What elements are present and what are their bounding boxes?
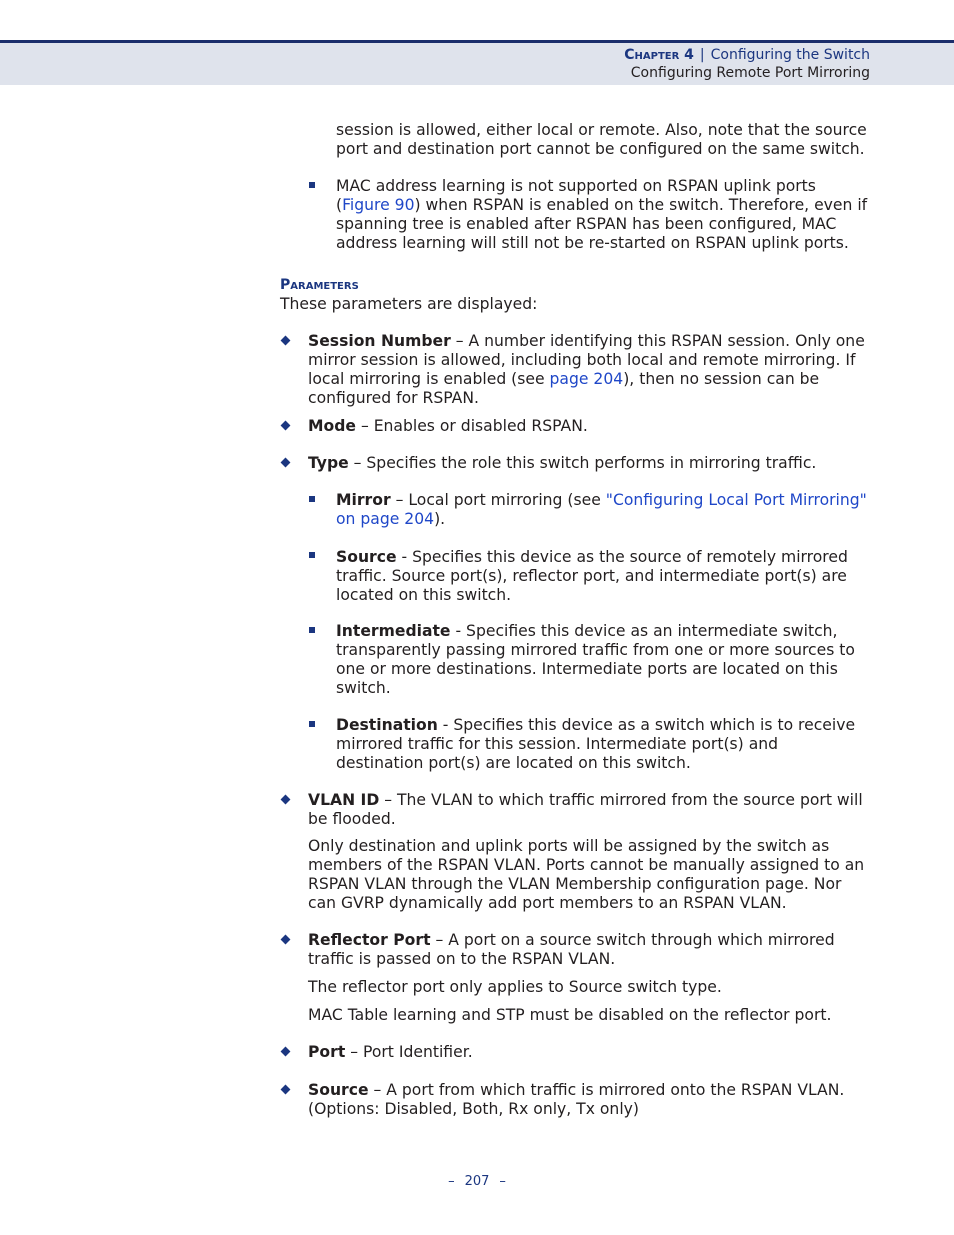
port-text: – Port Identifier. — [345, 1043, 473, 1061]
header-separator: | — [699, 47, 705, 63]
mac-note-pre: MAC address learning is not supported on RSPAN uplink ports ( — [336, 177, 816, 214]
param-mode — [308, 417, 868, 436]
param-source — [308, 1081, 870, 1119]
square-bullet-icon — [309, 552, 315, 558]
session-number-post: ), then no session can be configured for RSPAN. — [308, 370, 820, 407]
mirror-pre: – Local port mirroring (see — [390, 491, 606, 509]
diamond-bullet-icon — [281, 795, 291, 805]
mac-note-post: ) when RSPAN is enabled on the switch. Therefore, even if spanning tree is enabled after RSPAN has been configured, MAC address learning will still not be re-started on RSPAN uplink ports. — [336, 196, 868, 252]
square-bullet-icon — [309, 182, 315, 188]
parameters-heading: Parameters — [280, 277, 359, 293]
type-mirror — [336, 491, 870, 529]
diamond-bullet-icon — [281, 1047, 291, 1057]
param-type — [308, 454, 868, 473]
type-source — [336, 548, 870, 605]
chapter-title: Configuring the Switch — [710, 47, 870, 63]
figure-90-link[interactable]: Figure 90 — [342, 196, 415, 214]
page-204-link[interactable]: page 204 — [549, 370, 624, 388]
term-port: Port — [308, 1043, 346, 1061]
mirror-post: ). — [434, 510, 446, 528]
footer-dash-right: – — [499, 1174, 506, 1189]
source-text: – A port from which traffic is mirrored onto the RSPAN VLAN. (Options: Disabled, Both, Rx only, Tx only) — [308, 1081, 845, 1118]
diamond-bullet-icon — [281, 1085, 291, 1095]
term-reflector-port: Reflector Port — [308, 931, 431, 949]
square-bullet-icon — [309, 627, 315, 633]
source-role-text: - Specifies this device as the source of remotely mirrored traffic. Source port(s), reflector port, and intermediate port(s) are located on this switch. — [336, 548, 848, 604]
mode-text: – Enables or disabled RSPAN. — [355, 417, 588, 435]
diamond-bullet-icon — [281, 421, 291, 431]
term-destination: Destination — [336, 716, 438, 734]
type-text: – Specifies the role this switch performs in mirroring traffic. — [348, 454, 817, 472]
page-number: 207 — [464, 1174, 490, 1189]
local-port-mirroring-link[interactable]: "Configuring Local Port Mirroring" on page 204 — [336, 491, 867, 528]
term-mode: Mode — [308, 417, 356, 435]
square-bullet-icon — [309, 496, 315, 502]
term-session-number: Session Number — [308, 332, 451, 350]
term-intermediate: Intermediate — [336, 622, 451, 640]
param-port — [308, 1043, 868, 1062]
type-destination — [336, 716, 870, 773]
term-source-role: Source — [336, 548, 397, 566]
diamond-bullet-icon — [281, 458, 291, 468]
chapter-label: Chapter 4 — [624, 47, 694, 63]
page-footer — [0, 1172, 954, 1191]
param-vlan-id — [308, 791, 870, 829]
footer-dash-left: – — [448, 1174, 455, 1189]
parameters-intro: These parameters are displayed: — [280, 295, 538, 313]
intermediate-text: - Specifies this device as an intermediate switch, transparently passing mirrored traffic from one or more sources to one or more destinations. Intermediate ports are located on this switch. — [336, 622, 855, 697]
vlan-id-text: – The VLAN to which traffic mirrored from the source port will be flooded. — [308, 791, 863, 828]
term-type: Type — [308, 454, 349, 472]
intro-paragraph: session is allowed, either local or remote. Also, note that the source port and destination port cannot be configured on the same switch. — [336, 121, 867, 158]
reflector-port-text: – A port on a source switch through which mirrored traffic is passed on to the RSPAN VLAN. — [308, 931, 835, 968]
type-intermediate — [336, 622, 866, 698]
param-reflector-port — [308, 931, 853, 969]
reflector-port-note-1: The reflector port only applies to Source switch type. — [308, 978, 722, 996]
diamond-bullet-icon — [281, 336, 291, 346]
vlan-id-note: Only destination and uplink ports will be assigned by the switch as members of the RSPAN VLAN. Ports cannot be manually assigned to an RSPAN VLAN through the VLAN Membership configuration page. Nor can GVRP dynamically add port members to an RSPAN VLAN. — [308, 837, 865, 912]
page-header — [0, 40, 954, 85]
session-number-pre: – A number identifying this RSPAN session. Only one mirror session is allowed, including both local and remote mirroring. If local mirroring is enabled (see — [308, 332, 865, 388]
term-mirror: Mirror — [336, 491, 391, 509]
section-title: Configuring Remote Port Mirroring — [630, 65, 870, 81]
diamond-bullet-icon — [281, 935, 291, 945]
mac-learning-note — [336, 177, 868, 253]
chapter-line — [624, 46, 870, 64]
term-vlan-id: VLAN ID — [308, 791, 380, 809]
reflector-port-note-2: MAC Table learning and STP must be disabled on the reflector port. — [308, 1006, 832, 1024]
square-bullet-icon — [309, 721, 315, 727]
destination-text: - Specifies this device as a switch which is to receive mirrored traffic for this session. Intermediate port(s) and destination port(s) are located on this switch. — [336, 716, 856, 772]
term-source: Source — [308, 1081, 369, 1099]
param-session-number — [308, 332, 870, 408]
